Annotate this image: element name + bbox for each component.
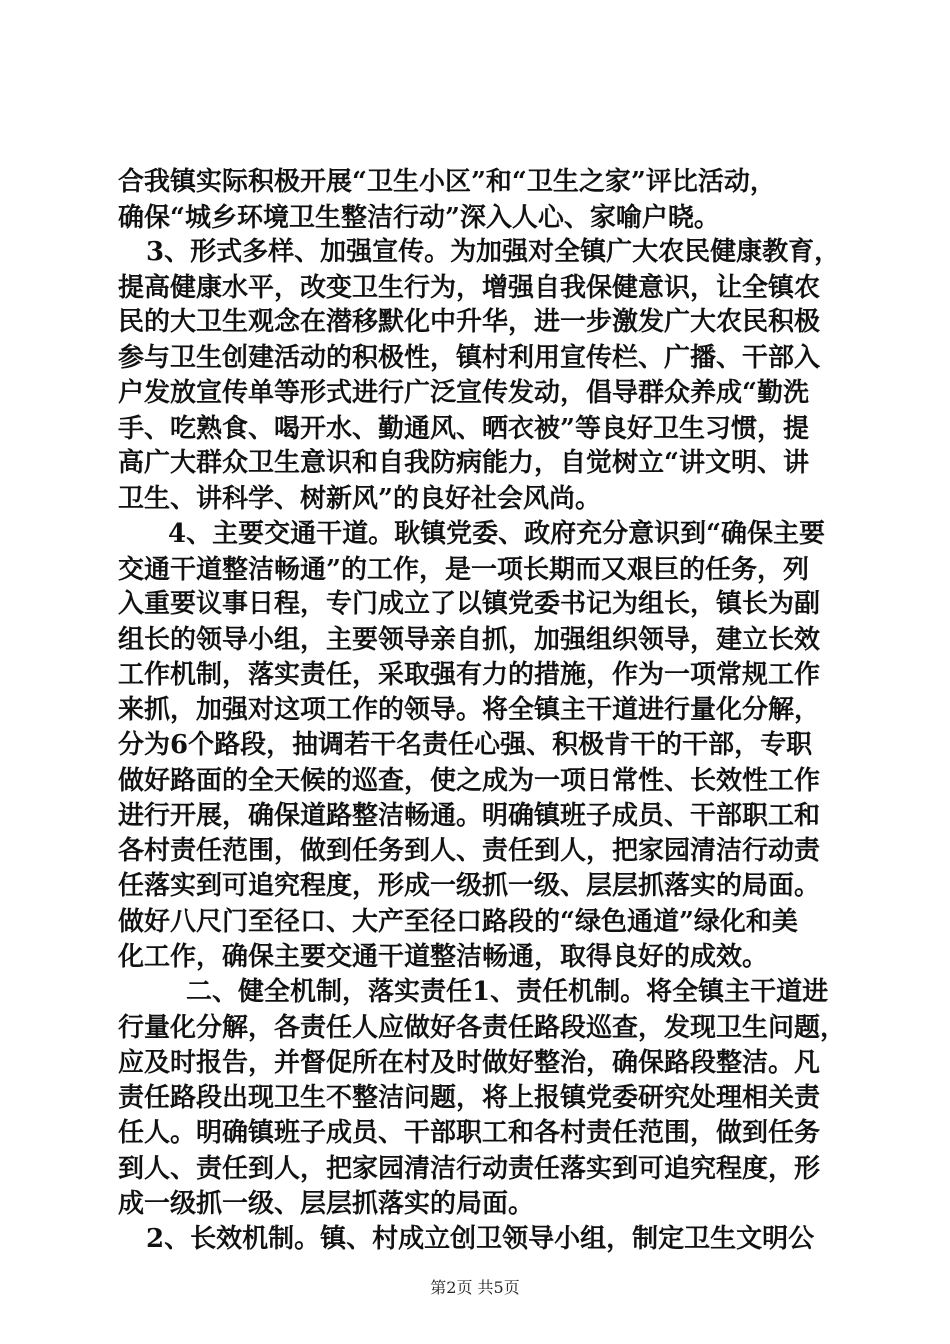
text-line: 任人。明确镇班子成员、干部职工和各村责任范围，做到任务: [118, 1118, 821, 1148]
text-line: 民的大卫生观念在潜移默化中升华，进一步激发广大农民积极: [118, 307, 821, 337]
text-line: 责任路段出现卫生不整洁问题，将上报镇党委研究处理相关责: [118, 1083, 821, 1113]
text-line: 组长的领导小组，主要领导亲自抓，加强组织领导，建立长效: [118, 625, 821, 655]
text-line: 到人、责任到人，把家园清洁行动责任落实到可追究程度，形: [118, 1154, 821, 1184]
text-line: 应及时报告，并督促所在村及时做好整治，确保路段整洁。凡: [118, 1048, 821, 1078]
page-number-footer: 第2页 共5页: [430, 1278, 520, 1297]
text-line: 工作机制，落实责任，采取强有力的措施，作为一项常规工作: [118, 660, 821, 690]
text-line: 确保“城乡环境卫生整洁行动”深入人心、家喻户晓。: [118, 203, 720, 233]
text-line: 进行开展，确保道路整洁畅通。明确镇班子成员、干部职工和: [118, 801, 821, 831]
text-line: 做好八尺门至径口、大产至径口路段的“绿色通道”绿化和美: [118, 907, 798, 937]
text-line: 高广大群众卫生意识和自我防病能力，自觉树立“讲文明、讲: [118, 448, 809, 478]
text-line: 卫生、讲科学、树新风”的良好社会风尚。: [118, 484, 601, 514]
text-line: 行量化分解，各责任人应做好各责任路段巡查，发现卫生问题，: [118, 1013, 847, 1043]
text-line: 2、长效机制。镇、村成立创卫领导小组，制定卫生文明公: [146, 1224, 815, 1254]
text-line: 任落实到可追究程度，形成一级抓一级、层层抓落实的局面。: [118, 871, 821, 901]
text-line: 手、吃熟食、喝开水、勤通风、晒衣被”等良好卫生习惯，提: [118, 414, 809, 444]
text-line: 4、主要交通干道。耿镇党委、政府充分意识到“确保主要: [168, 519, 826, 549]
text-line: 做好路面的全天候的巡查，使之成为一项日常性、长效性工作: [118, 766, 821, 796]
text-line: 户发放宣传单等形式进行广泛宣传发动，倡导群众养成“勤洗: [118, 378, 809, 408]
text-line: 化工作，确保主要交通干道整洁畅通，取得良好的成效。: [118, 942, 769, 972]
text-line: 3、形式多样、加强宣传。为加强对全镇广大农民健康教育，: [146, 237, 841, 267]
text-line: 来抓，加强对这项工作的领导。将全镇主干道进行量化分解，: [118, 695, 821, 725]
text-line: 二、健全机制，落实责任1、责任机制。将全镇主干道进: [186, 977, 829, 1007]
text-line: 成一级抓一级、层层抓落实的局面。: [118, 1189, 535, 1219]
text-line: 分为6个路段，抽调若干名责任心强、积极肯干的干部，专职: [118, 730, 813, 760]
text-line: 交通干道整洁畅通”的工作，是一项长期而又艰巨的任务，列: [118, 555, 809, 585]
text-line: 参与卫生创建活动的积极性，镇村利用宣传栏、广播、干部入: [118, 343, 821, 373]
text-line: 合我镇实际积极开展“卫生小区”和“卫生之家”评比活动，: [118, 167, 776, 197]
text-line: 提高健康水平，改变卫生行为，增强自我保健意识，让全镇农: [118, 273, 821, 303]
text-line: 各村责任范围，做到任务到人、责任到人，把家园清洁行动责: [118, 836, 821, 866]
text-line: 入重要议事日程，专门成立了以镇党委书记为组长，镇长为副: [118, 589, 821, 619]
